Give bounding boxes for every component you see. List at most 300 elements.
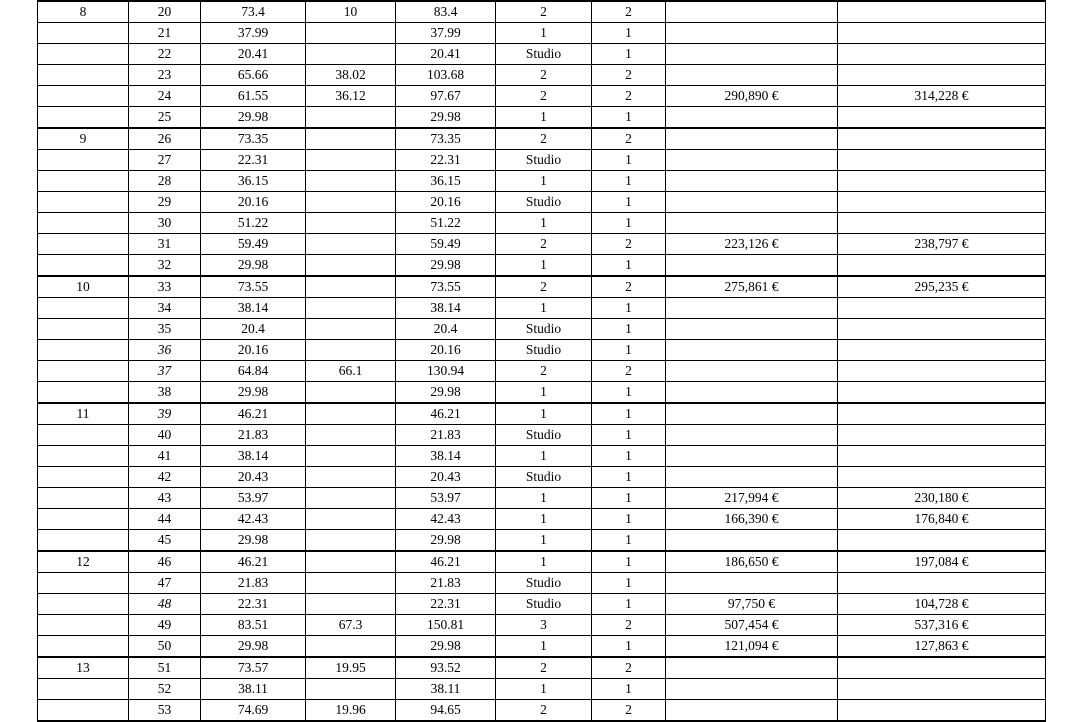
cell-area-a: 83.51 <box>201 615 306 636</box>
table-row <box>38 636 1046 658</box>
cell-price-2 <box>838 107 1046 129</box>
cell-area-a: 38.11 <box>201 679 306 700</box>
cell-area-a: 21.83 <box>201 573 306 594</box>
cell-area-b <box>306 44 396 65</box>
cell-floor <box>38 488 129 509</box>
cell-rooms: Studio <box>496 44 592 65</box>
cell-area-b <box>306 319 396 340</box>
cell-bedrooms: 2 <box>592 65 666 86</box>
cell-price-2 <box>838 446 1046 467</box>
cell-area-a: 74.69 <box>201 700 306 722</box>
cell-price-2 <box>838 255 1046 277</box>
cell-area-a: 65.66 <box>201 65 306 86</box>
cell-area-a: 46.21 <box>201 551 306 573</box>
cell-bedrooms: 1 <box>592 150 666 171</box>
cell-price-1 <box>666 255 838 277</box>
cell-bedrooms: 1 <box>592 467 666 488</box>
cell-rooms: 2 <box>496 361 592 382</box>
cell-price-2 <box>838 425 1046 446</box>
cell-unit: 29 <box>129 192 201 213</box>
cell-price-1 <box>666 65 838 86</box>
table-row <box>38 425 1046 446</box>
cell-unit: 28 <box>129 171 201 192</box>
cell-rooms: 1 <box>496 255 592 277</box>
cell-unit: 20 <box>129 1 201 23</box>
cell-area-a: 73.57 <box>201 657 306 679</box>
cell-floor <box>38 446 129 467</box>
cell-area-a: 22.31 <box>201 594 306 615</box>
cell-area-b <box>306 298 396 319</box>
cell-rooms: Studio <box>496 467 592 488</box>
cell-floor: 10 <box>38 276 129 298</box>
table-row <box>38 615 1046 636</box>
cell-rooms: 2 <box>496 128 592 150</box>
table-row <box>38 361 1046 382</box>
cell-floor <box>38 255 129 277</box>
cell-price-2 <box>838 150 1046 171</box>
cell-unit: 30 <box>129 213 201 234</box>
cell-price-2: 104,728 € <box>838 594 1046 615</box>
cell-area-b <box>306 234 396 255</box>
cell-unit: 47 <box>129 573 201 594</box>
table-row <box>38 128 1046 150</box>
table-row <box>38 23 1046 44</box>
cell-price-2: 537,316 € <box>838 615 1046 636</box>
table-row <box>38 298 1046 319</box>
cell-price-1 <box>666 150 838 171</box>
cell-total-area: 51.22 <box>396 213 496 234</box>
cell-bedrooms: 2 <box>592 86 666 107</box>
cell-area-b <box>306 171 396 192</box>
table-row <box>38 86 1046 107</box>
cell-area-a: 29.98 <box>201 382 306 404</box>
cell-price-1 <box>666 679 838 700</box>
cell-bedrooms: 2 <box>592 234 666 255</box>
cell-price-2 <box>838 298 1046 319</box>
cell-area-a: 53.97 <box>201 488 306 509</box>
cell-total-area: 21.83 <box>396 573 496 594</box>
cell-floor <box>38 298 129 319</box>
cell-unit: 35 <box>129 319 201 340</box>
cell-area-b <box>306 425 396 446</box>
cell-area-b <box>306 636 396 658</box>
cell-unit: 49 <box>129 615 201 636</box>
cell-unit: 33 <box>129 276 201 298</box>
cell-area-a: 20.16 <box>201 192 306 213</box>
pricing-table-body <box>38 1 1046 721</box>
cell-floor <box>38 150 129 171</box>
cell-price-2: 197,084 € <box>838 551 1046 573</box>
cell-floor: 8 <box>38 1 129 23</box>
cell-total-area: 21.83 <box>396 425 496 446</box>
cell-price-1 <box>666 573 838 594</box>
cell-area-b: 38.02 <box>306 65 396 86</box>
cell-rooms: 1 <box>496 298 592 319</box>
cell-total-area: 29.98 <box>396 636 496 658</box>
cell-floor <box>38 319 129 340</box>
cell-area-a: 51.22 <box>201 213 306 234</box>
cell-area-b <box>306 23 396 44</box>
cell-area-b <box>306 340 396 361</box>
cell-total-area: 94.65 <box>396 700 496 722</box>
cell-total-area: 46.21 <box>396 551 496 573</box>
cell-price-2 <box>838 340 1046 361</box>
cell-bedrooms: 1 <box>592 679 666 700</box>
cell-floor <box>38 171 129 192</box>
cell-area-b: 67.3 <box>306 615 396 636</box>
cell-price-1 <box>666 467 838 488</box>
cell-floor <box>38 86 129 107</box>
cell-rooms: 2 <box>496 700 592 722</box>
cell-area-b: 19.95 <box>306 657 396 679</box>
table-row <box>38 403 1046 425</box>
table-row <box>38 530 1046 552</box>
cell-rooms: Studio <box>496 340 592 361</box>
cell-total-area: 20.16 <box>396 192 496 213</box>
cell-area-a: 20.41 <box>201 44 306 65</box>
table-row <box>38 488 1046 509</box>
cell-price-1: 97,750 € <box>666 594 838 615</box>
cell-bedrooms: 1 <box>592 44 666 65</box>
cell-unit: 53 <box>129 700 201 722</box>
cell-price-2 <box>838 192 1046 213</box>
cell-unit: 34 <box>129 298 201 319</box>
cell-floor <box>38 573 129 594</box>
cell-total-area: 42.43 <box>396 509 496 530</box>
cell-unit: 41 <box>129 446 201 467</box>
cell-price-2 <box>838 573 1046 594</box>
cell-total-area: 22.31 <box>396 594 496 615</box>
cell-unit: 52 <box>129 679 201 700</box>
cell-rooms: 2 <box>496 1 592 23</box>
cell-floor <box>38 509 129 530</box>
cell-unit: 26 <box>129 128 201 150</box>
cell-total-area: 93.52 <box>396 657 496 679</box>
cell-floor <box>38 679 129 700</box>
cell-rooms: Studio <box>496 319 592 340</box>
cell-floor <box>38 382 129 404</box>
cell-area-b <box>306 403 396 425</box>
cell-floor <box>38 361 129 382</box>
cell-price-2 <box>838 403 1046 425</box>
cell-rooms: 1 <box>496 403 592 425</box>
cell-total-area: 36.15 <box>396 171 496 192</box>
table-row <box>38 213 1046 234</box>
cell-bedrooms: 1 <box>592 171 666 192</box>
cell-floor <box>38 530 129 552</box>
cell-rooms: 2 <box>496 234 592 255</box>
cell-unit: 36 <box>129 340 201 361</box>
cell-price-1 <box>666 657 838 679</box>
cell-rooms: Studio <box>496 150 592 171</box>
cell-price-1 <box>666 700 838 722</box>
cell-rooms: 2 <box>496 657 592 679</box>
cell-unit: 46 <box>129 551 201 573</box>
cell-price-1: 275,861 € <box>666 276 838 298</box>
cell-area-a: 20.16 <box>201 340 306 361</box>
cell-bedrooms: 1 <box>592 573 666 594</box>
cell-price-1 <box>666 192 838 213</box>
cell-bedrooms: 2 <box>592 276 666 298</box>
cell-rooms: 2 <box>496 276 592 298</box>
cell-unit: 51 <box>129 657 201 679</box>
table-row <box>38 192 1046 213</box>
cell-bedrooms: 1 <box>592 319 666 340</box>
cell-area-a: 29.98 <box>201 107 306 129</box>
cell-price-1: 290,890 € <box>666 86 838 107</box>
cell-price-1 <box>666 382 838 404</box>
cell-area-b: 66.1 <box>306 361 396 382</box>
cell-rooms: Studio <box>496 425 592 446</box>
cell-price-2: 238,797 € <box>838 234 1046 255</box>
table-row <box>38 657 1046 679</box>
cell-unit: 48 <box>129 594 201 615</box>
cell-total-area: 103.68 <box>396 65 496 86</box>
cell-rooms: 1 <box>496 23 592 44</box>
table-row <box>38 509 1046 530</box>
cell-total-area: 97.67 <box>396 86 496 107</box>
cell-price-2 <box>838 361 1046 382</box>
cell-floor: 11 <box>38 403 129 425</box>
cell-price-1 <box>666 425 838 446</box>
table-row <box>38 65 1046 86</box>
cell-price-2 <box>838 657 1046 679</box>
cell-bedrooms: 2 <box>592 657 666 679</box>
cell-bedrooms: 1 <box>592 636 666 658</box>
cell-area-b <box>306 509 396 530</box>
cell-total-area: 150.81 <box>396 615 496 636</box>
cell-bedrooms: 1 <box>592 298 666 319</box>
table-row <box>38 340 1046 361</box>
cell-area-b <box>306 192 396 213</box>
cell-bedrooms: 1 <box>592 255 666 277</box>
cell-price-1: 223,126 € <box>666 234 838 255</box>
cell-floor: 12 <box>38 551 129 573</box>
cell-total-area: 22.31 <box>396 150 496 171</box>
cell-area-a: 21.83 <box>201 425 306 446</box>
cell-unit: 45 <box>129 530 201 552</box>
cell-total-area: 38.14 <box>396 298 496 319</box>
cell-bedrooms: 1 <box>592 551 666 573</box>
cell-total-area: 38.11 <box>396 679 496 700</box>
cell-total-area: 73.35 <box>396 128 496 150</box>
cell-bedrooms: 1 <box>592 530 666 552</box>
cell-unit: 32 <box>129 255 201 277</box>
table-row <box>38 679 1046 700</box>
cell-unit: 31 <box>129 234 201 255</box>
cell-total-area: 20.43 <box>396 467 496 488</box>
table-row <box>38 1 1046 23</box>
cell-price-1 <box>666 171 838 192</box>
cell-floor <box>38 107 129 129</box>
cell-rooms: 1 <box>496 446 592 467</box>
cell-area-a: 59.49 <box>201 234 306 255</box>
cell-price-1 <box>666 446 838 467</box>
table-row <box>38 594 1046 615</box>
cell-area-b: 36.12 <box>306 86 396 107</box>
cell-floor <box>38 23 129 44</box>
table-row <box>38 255 1046 277</box>
table-row <box>38 700 1046 722</box>
cell-floor <box>38 340 129 361</box>
cell-price-1 <box>666 213 838 234</box>
cell-area-a: 46.21 <box>201 403 306 425</box>
cell-bedrooms: 1 <box>592 382 666 404</box>
cell-rooms: 1 <box>496 679 592 700</box>
cell-unit: 23 <box>129 65 201 86</box>
cell-area-a: 29.98 <box>201 255 306 277</box>
cell-rooms: Studio <box>496 192 592 213</box>
cell-rooms: 1 <box>496 107 592 129</box>
cell-floor <box>38 594 129 615</box>
cell-unit: 21 <box>129 23 201 44</box>
table-row <box>38 551 1046 573</box>
cell-price-1 <box>666 403 838 425</box>
cell-bedrooms: 1 <box>592 23 666 44</box>
cell-rooms: 1 <box>496 509 592 530</box>
cell-price-1: 507,454 € <box>666 615 838 636</box>
cell-bedrooms: 1 <box>592 594 666 615</box>
cell-floor <box>38 234 129 255</box>
cell-price-2 <box>838 679 1046 700</box>
cell-area-a: 37.99 <box>201 23 306 44</box>
cell-unit: 42 <box>129 467 201 488</box>
cell-area-b <box>306 446 396 467</box>
cell-bedrooms: 1 <box>592 509 666 530</box>
cell-price-2 <box>838 319 1046 340</box>
cell-total-area: 29.98 <box>396 255 496 277</box>
cell-rooms: 1 <box>496 530 592 552</box>
cell-total-area: 73.55 <box>396 276 496 298</box>
cell-rooms: 1 <box>496 213 592 234</box>
cell-area-a: 73.35 <box>201 128 306 150</box>
cell-area-b <box>306 128 396 150</box>
cell-area-a: 29.98 <box>201 530 306 552</box>
cell-total-area: 29.98 <box>396 107 496 129</box>
cell-bedrooms: 2 <box>592 615 666 636</box>
cell-rooms: Studio <box>496 594 592 615</box>
table-row <box>38 234 1046 255</box>
cell-area-a: 73.4 <box>201 1 306 23</box>
cell-price-2 <box>838 382 1046 404</box>
cell-total-area: 37.99 <box>396 23 496 44</box>
table-row <box>38 150 1046 171</box>
cell-bedrooms: 2 <box>592 361 666 382</box>
cell-price-2 <box>838 65 1046 86</box>
cell-total-area: 38.14 <box>396 446 496 467</box>
cell-rooms: Studio <box>496 573 592 594</box>
cell-price-1: 121,094 € <box>666 636 838 658</box>
cell-unit: 27 <box>129 150 201 171</box>
cell-area-b <box>306 467 396 488</box>
cell-area-a: 42.43 <box>201 509 306 530</box>
cell-rooms: 2 <box>496 86 592 107</box>
cell-total-area: 46.21 <box>396 403 496 425</box>
cell-price-2 <box>838 171 1046 192</box>
cell-unit: 50 <box>129 636 201 658</box>
cell-price-1 <box>666 44 838 65</box>
cell-price-2 <box>838 128 1046 150</box>
cell-bedrooms: 1 <box>592 446 666 467</box>
cell-price-1 <box>666 128 838 150</box>
cell-area-b <box>306 679 396 700</box>
cell-total-area: 83.4 <box>396 1 496 23</box>
cell-unit: 38 <box>129 382 201 404</box>
cell-area-a: 64.84 <box>201 361 306 382</box>
cell-floor <box>38 44 129 65</box>
cell-area-a: 73.55 <box>201 276 306 298</box>
cell-area-b <box>306 551 396 573</box>
cell-floor <box>38 615 129 636</box>
cell-price-1: 217,994 € <box>666 488 838 509</box>
cell-unit: 40 <box>129 425 201 446</box>
cell-area-b <box>306 150 396 171</box>
cell-unit: 25 <box>129 107 201 129</box>
cell-total-area: 130.94 <box>396 361 496 382</box>
cell-area-b <box>306 488 396 509</box>
table-row <box>38 276 1046 298</box>
cell-price-1: 166,390 € <box>666 509 838 530</box>
cell-bedrooms: 1 <box>592 340 666 361</box>
cell-bedrooms: 1 <box>592 107 666 129</box>
cell-price-2 <box>838 700 1046 722</box>
cell-rooms: 3 <box>496 615 592 636</box>
cell-price-1 <box>666 319 838 340</box>
cell-bedrooms: 2 <box>592 128 666 150</box>
table-row <box>38 382 1046 404</box>
cell-price-1 <box>666 107 838 129</box>
cell-price-1 <box>666 298 838 319</box>
cell-area-a: 22.31 <box>201 150 306 171</box>
cell-floor: 9 <box>38 128 129 150</box>
cell-price-2 <box>838 44 1046 65</box>
cell-floor <box>38 425 129 446</box>
cell-area-a: 29.98 <box>201 636 306 658</box>
table-row <box>38 573 1046 594</box>
table-row <box>38 319 1046 340</box>
cell-unit: 44 <box>129 509 201 530</box>
cell-unit: 39 <box>129 403 201 425</box>
cell-price-2 <box>838 467 1046 488</box>
cell-floor <box>38 636 129 658</box>
cell-unit: 43 <box>129 488 201 509</box>
cell-rooms: 1 <box>496 382 592 404</box>
cell-area-b: 10 <box>306 1 396 23</box>
cell-area-b <box>306 382 396 404</box>
cell-floor <box>38 467 129 488</box>
cell-price-1 <box>666 23 838 44</box>
cell-rooms: 1 <box>496 636 592 658</box>
cell-bedrooms: 1 <box>592 403 666 425</box>
cell-price-2 <box>838 23 1046 44</box>
cell-floor: 13 <box>38 657 129 679</box>
cell-price-2: 230,180 € <box>838 488 1046 509</box>
table-row <box>38 446 1046 467</box>
cell-bedrooms: 2 <box>592 1 666 23</box>
cell-area-b <box>306 107 396 129</box>
cell-price-1 <box>666 340 838 361</box>
cell-price-2 <box>838 1 1046 23</box>
cell-area-b <box>306 594 396 615</box>
cell-area-b <box>306 255 396 277</box>
cell-floor <box>38 213 129 234</box>
cell-bedrooms: 1 <box>592 425 666 446</box>
cell-area-a: 38.14 <box>201 446 306 467</box>
cell-rooms: 1 <box>496 171 592 192</box>
cell-area-b <box>306 573 396 594</box>
cell-total-area: 20.41 <box>396 44 496 65</box>
cell-bedrooms: 1 <box>592 192 666 213</box>
